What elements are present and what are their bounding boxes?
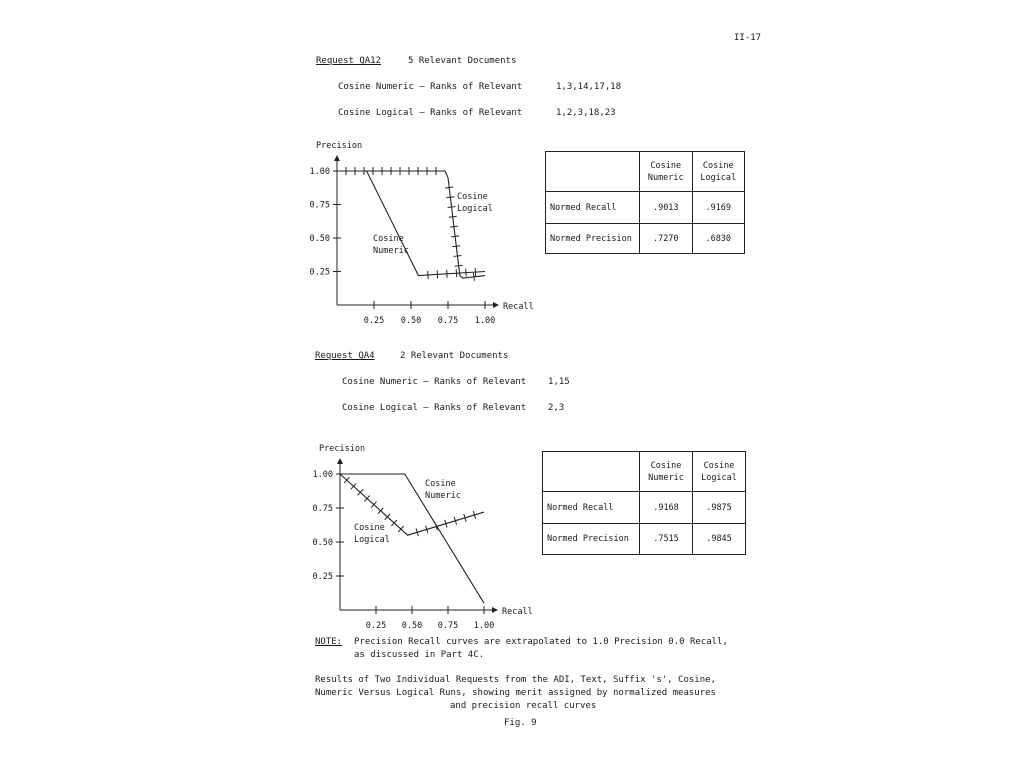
figure-label: Fig. 9	[504, 718, 537, 728]
chart1-x-tick-label-0: 0.25	[363, 316, 385, 326]
chart2-x-tick-label-1: 0.50	[401, 621, 423, 631]
table2-row2-logical: .9845	[693, 524, 746, 555]
chart2-series-1-label-line2: Numeric	[425, 491, 461, 501]
chart1-series-2-hash-14	[449, 216, 457, 217]
table1-col-numeric: Cosine Numeric	[640, 152, 693, 192]
table1-row1-logical: .9169	[692, 192, 745, 224]
chart1-series-2-hash-15	[450, 226, 458, 227]
chart2-y-axis-arrow	[337, 458, 343, 464]
chart1-y-tick-label-1: 0.50	[309, 234, 330, 244]
chart1-x-tick-label-3: 1.00	[474, 316, 496, 326]
chart1-y-tick-label-0: 0.25	[309, 267, 330, 278]
chart2-y-tick-label-3: 1.00	[312, 470, 333, 480]
chart2-x-axis-arrow	[492, 607, 498, 613]
chart1-x-axis-label: Recall	[503, 302, 534, 312]
chart1-y-axis-label: Precision	[316, 141, 363, 151]
chart1-series-2-hash-11	[445, 187, 453, 188]
table2-row1-numeric: .9168	[640, 492, 693, 524]
table2-row2-label: Normed Precision	[543, 524, 640, 555]
chart2-series-2-label-line1: Cosine	[354, 523, 385, 533]
chart1-series-1-line	[337, 171, 485, 276]
chart1-series-2-label-line2: Logical	[457, 204, 493, 214]
chart1-series-2-hash-18	[454, 255, 462, 256]
page-number: II-17	[734, 33, 762, 43]
chart1-y-tick-label-2: 0.75	[309, 200, 330, 211]
table2-col-logical: Cosine Logical	[693, 452, 746, 492]
caption-line-2: Numeric Versus Logical Runs, showing merit assigned by normalized measures	[315, 688, 716, 698]
request-qa12-label: Request QA12	[316, 56, 382, 66]
logical-ranks-values-2: 2,3	[548, 403, 565, 413]
chart2-y-tick-label-0: 0.25	[312, 572, 333, 582]
table1-row2-logical: .6830	[692, 224, 745, 254]
chart1-series-2-hash-12	[446, 197, 454, 198]
table1-row2-numeric: .7270	[640, 224, 693, 254]
chart2-y-tick-label-1: 0.50	[312, 538, 333, 548]
caption-line-3: and precision recall curves	[450, 701, 597, 711]
chart2-x-axis-label: Recall	[502, 607, 533, 617]
chart1-series-1-label-line1: Cosine	[373, 234, 404, 244]
numeric-ranks-line-1: Cosine Numeric — Ranks of Relevant	[338, 82, 523, 92]
table1-col-logical: Cosine Logical	[692, 152, 745, 192]
chart2-y-tick-label-2: 0.75	[312, 504, 333, 514]
chart2-x-tick-label-2: 0.75	[437, 621, 459, 631]
chart1-x-tick-label-1: 0.50	[400, 316, 422, 326]
caption-line-1: Results of Two Individual Requests from the ADI, Text, Suffix 's', Cosine,	[315, 675, 716, 685]
chart1-x-tick-label-2: 0.75	[437, 316, 459, 326]
numeric-ranks-values-1: 1,3,14,17,18	[556, 82, 622, 92]
chart2-y-axis-label: Precision	[319, 444, 366, 454]
table2-row1-label: Normed Recall	[543, 492, 640, 524]
chart2-x-tick-label-3: 1.00	[473, 621, 495, 631]
note-line-1: Precision Recall curves are extrapolated to 1.0 Precision 0.0 Recall,	[354, 637, 728, 647]
chart1-series-2-hash-13	[448, 207, 456, 208]
chart1-x-axis-arrow	[493, 302, 499, 308]
note-line-2: as discussed in Part 4C.	[354, 650, 485, 660]
numeric-ranks-line-2: Cosine Numeric — Ranks of Relevant	[342, 377, 527, 387]
chart1-series-2-line	[337, 171, 485, 278]
table1-row1-label: Normed Recall	[546, 192, 640, 224]
relevant-docs-label-2: 2 Relevant Documents	[400, 351, 509, 361]
chart1-y-tick-label-3: 1.00	[309, 167, 330, 177]
chart1-series-2-hash-17	[452, 246, 460, 247]
chart1-series-2-label-line1: Cosine	[457, 192, 488, 202]
chart2-x-tick-label-0: 0.25	[365, 621, 387, 631]
chart1-series-2-hash-20	[473, 273, 474, 281]
logical-ranks-line-1: Cosine Logical — Ranks of Relevant	[338, 108, 523, 118]
request-qa4-label: Request QA4	[315, 351, 375, 361]
relevant-docs-label-1: 5 Relevant Documents	[408, 56, 517, 66]
table2-col-numeric: Cosine Numeric	[640, 452, 693, 492]
chart1-y-axis-arrow	[334, 155, 340, 161]
table1-row1-numeric: .9013	[640, 192, 693, 224]
table2-row2-numeric: .7515	[640, 524, 693, 555]
chart1-series-2-hash-16	[451, 236, 459, 237]
chart2-series-1-label-line1: Cosine	[425, 479, 456, 489]
table2-row1-logical: .9875	[693, 492, 746, 524]
logical-ranks-line-2: Cosine Logical — Ranks of Relevant	[342, 403, 527, 413]
note-label: NOTE:	[315, 637, 343, 647]
table1-row2-label: Normed Precision	[546, 224, 640, 254]
numeric-ranks-values-2: 1,15	[548, 377, 570, 387]
chart1-series-1-label-line2: Numeric	[373, 246, 409, 256]
chart1-series-2-hash-19	[455, 265, 463, 266]
chart2-series-2-label-line2: Logical	[354, 535, 390, 545]
logical-ranks-values-1: 1,2,3,18,23	[556, 108, 616, 118]
